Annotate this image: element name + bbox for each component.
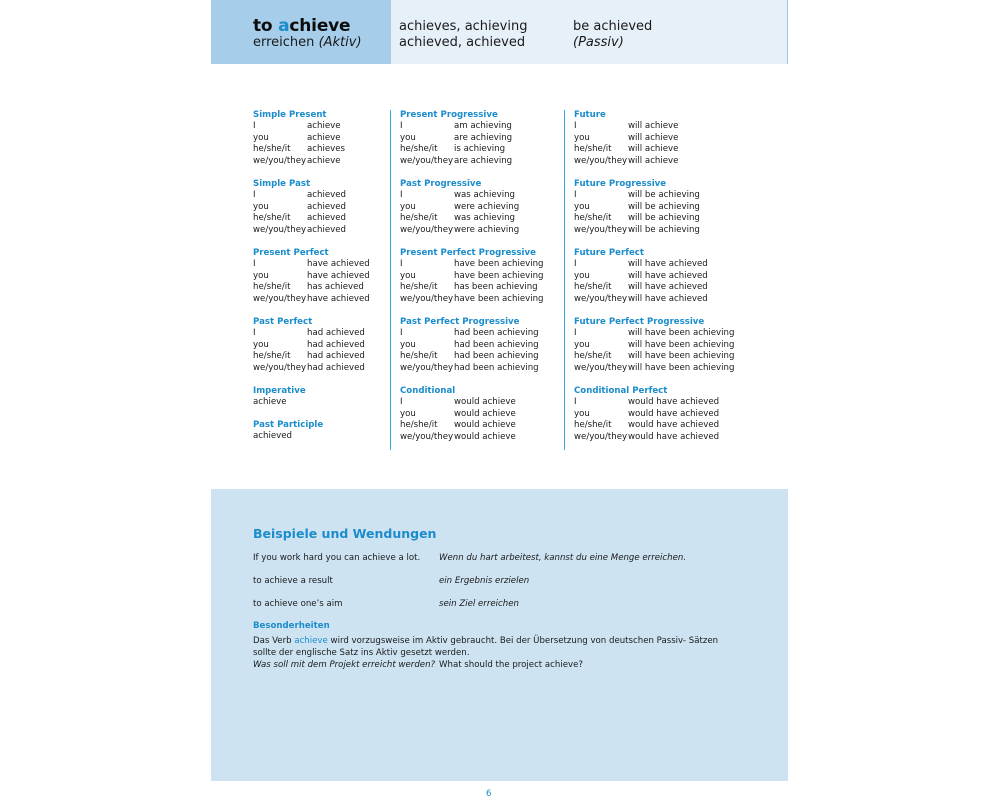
example-english: If you work hard you can achieve a lot. [253, 553, 421, 563]
verb-german: erreichen (Aktiv) [253, 35, 362, 50]
conjugation-row: you were achieving [400, 201, 520, 212]
tense-block [574, 248, 734, 317]
conjugation-row: I would have achieved [574, 397, 720, 408]
conjugation-row: we/you/they will have been achieving [574, 362, 735, 373]
conjugation-row: we/you/they will be achieving [574, 224, 700, 235]
tense-title: Future Perfect [574, 248, 644, 258]
besonderheiten-title: Besonderheiten [253, 621, 330, 631]
conjugation-row: I will have been achieving [574, 328, 735, 339]
tense-title: Simple Present [253, 110, 327, 120]
tense-title: Past Perfect [253, 317, 313, 327]
conjugation-row: you achieve [253, 132, 341, 143]
tense-title: Past Progressive [400, 179, 482, 189]
tense-block [253, 110, 370, 179]
tense-block [253, 179, 370, 248]
tense-title: Future Progressive [574, 179, 667, 189]
conjugation-row: I would achieve [400, 397, 516, 408]
conjugation-row: we/you/they had achieved [253, 362, 365, 373]
conjugation-row: I had been achieving [400, 328, 539, 339]
tense-block [574, 317, 734, 386]
verb-header-left [211, 0, 391, 64]
conjugation-row: we/you/they were achieving [400, 224, 520, 235]
conjugation-row: achieved [253, 431, 292, 442]
verb-title: to achieve [253, 16, 351, 36]
conjugation-row: I achieve [253, 121, 341, 132]
conjugation-row: you had achieved [253, 339, 365, 350]
verb-passive: be achieved (Passiv) [573, 19, 653, 50]
tense-block [253, 248, 370, 317]
conjugation-row: I had achieved [253, 328, 365, 339]
conjugation-row: we/you/they have achieved [253, 293, 370, 304]
tense-title: Simple Past [253, 179, 311, 189]
tense-title: Present Perfect Progressive [400, 248, 536, 258]
example-english: to achieve a result [253, 576, 333, 586]
tense-title: Conditional Perfect [574, 386, 668, 396]
verb-forms: achieves, achieving achieved, achieved [399, 19, 528, 50]
tense-block [253, 317, 370, 386]
tense-block [574, 179, 734, 248]
besonderheiten-text: Das Verb achieve wird vorzugsweise im Aktiv gebraucht. Bei der Übersetzung von deutschen Passiv- Sätzen sollte der englische Satz ins Aktiv gesetzt werden. [253, 636, 719, 658]
tense-block [400, 179, 544, 248]
tense-title: Past Participle [253, 420, 324, 430]
conjugation-row: you are achieving [400, 132, 513, 143]
tense-block [400, 110, 544, 179]
conjugation-row: you have been achieving [400, 270, 544, 281]
tense-title: Present Perfect [253, 248, 329, 258]
conjugation-row: I was achieving [400, 190, 515, 201]
tense-title: Past Perfect Progressive [400, 317, 520, 327]
conjugation-row: I have been achieving [400, 259, 544, 270]
conjugation-row: you will have been achieving [574, 339, 735, 350]
conjugation-row: he/she/it has achieved [253, 282, 364, 293]
tense-block [400, 317, 544, 386]
conjugation-row: achieve [253, 397, 287, 408]
tense-block [574, 110, 734, 179]
tense-title: Present Progressive [400, 110, 498, 120]
conjugation-row: he/she/it will have achieved [574, 282, 708, 293]
tense-title: Future Perfect Progressive [574, 317, 705, 327]
conjugation-column-3 [564, 110, 734, 450]
example-german: sein Ziel erreichen [439, 599, 519, 609]
tense-block [574, 386, 734, 455]
tense-title: Future [574, 110, 606, 120]
page-number: 6 [486, 789, 492, 799]
conjugation-column-1 [253, 110, 370, 454]
tense-block [253, 386, 370, 420]
conjugation-row: he/she/it has been achieving [400, 282, 538, 293]
conjugation-row: you will have achieved [574, 270, 708, 281]
besonderheiten-example-german: Was soll mit dem Projekt erreicht werden? [253, 660, 436, 670]
conjugation-row: he/she/it would achieve [400, 420, 516, 431]
conjugation-row: you achieved [253, 201, 346, 212]
conjugation-row: we/you/they will have achieved [574, 293, 708, 304]
conjugation-row: I will have achieved [574, 259, 708, 270]
conjugation-row: I achieved [253, 190, 346, 201]
conjugation-row: we/you/they are achieving [400, 155, 513, 166]
example-german: Wenn du hart arbeitest, kannst du eine Menge erreichen. [439, 553, 687, 563]
conjugation-column-2 [390, 110, 544, 450]
conjugation-row: we/you/they achieve [253, 155, 341, 166]
conjugation-row: we/you/they achieved [253, 224, 346, 235]
tense-block [400, 248, 544, 317]
example-german: ein Ergebnis erzielen [439, 576, 530, 586]
conjugation-row: I will be achieving [574, 190, 700, 201]
besonderheiten-example-english: What should the project achieve? [439, 660, 583, 670]
conjugation-row: you would have achieved [574, 408, 720, 419]
conjugation-row: he/she/it had achieved [253, 351, 365, 362]
conjugation-row: he/she/it would have achieved [574, 420, 720, 431]
conjugation-row: he/she/it had been achieving [400, 351, 539, 362]
conjugation-row: I will achieve [574, 121, 679, 132]
conjugation-row: I have achieved [253, 259, 370, 270]
conjugation-row: we/you/they have been achieving [400, 293, 544, 304]
conjugation-row: he/she/it achieved [253, 213, 346, 224]
verb-header [211, 0, 788, 64]
conjugation-row: he/she/it was achieving [400, 213, 515, 224]
conjugation-row: he/she/it will achieve [574, 144, 679, 155]
conjugation-row: you would achieve [400, 408, 516, 419]
tense-block [400, 386, 544, 455]
conjugation-row: he/she/it will be achieving [574, 213, 700, 224]
conjugation-row: you will achieve [574, 132, 679, 143]
tense-title: Conditional [400, 386, 456, 396]
tense-title: Imperative [253, 386, 306, 396]
conjugation-row: you have achieved [253, 270, 370, 281]
conjugation-row: he/she/it is achieving [400, 144, 506, 155]
example-english: to achieve one’s aim [253, 599, 343, 609]
examples-box [211, 489, 788, 781]
conjugation-row: we/you/they will achieve [574, 155, 679, 166]
conjugation-row: you had been achieving [400, 339, 539, 350]
conjugation-row: we/you/they would achieve [400, 431, 516, 442]
conjugation-row: you will be achieving [574, 201, 700, 212]
conjugation-row: we/you/they would have achieved [574, 431, 720, 442]
conjugation-row: I am achieving [400, 121, 512, 132]
tense-block [253, 420, 370, 454]
conjugation-row: we/you/they had been achieving [400, 362, 539, 373]
conjugation-row: he/she/it will have been achieving [574, 351, 735, 362]
conjugation-row: he/she/it achieves [253, 144, 345, 155]
examples-title: Beispiele und Wendungen [253, 526, 437, 541]
